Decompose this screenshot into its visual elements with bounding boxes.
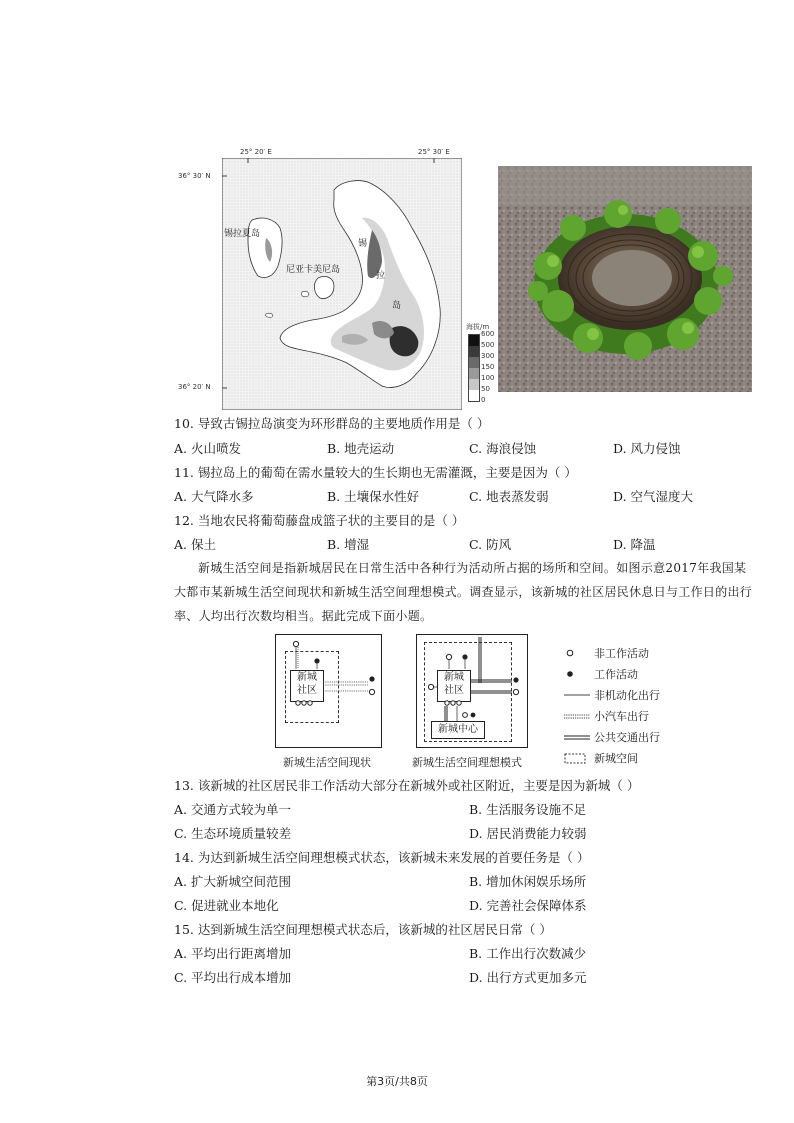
legend-public-transit: 公共交通出行 bbox=[594, 731, 660, 744]
grapevine-basket-photo bbox=[498, 166, 752, 392]
ideal-center-label: 新城中心 bbox=[431, 721, 485, 739]
question-12-stem: 12. 当地农民将葡萄藤盘成篮子状的主要目的是（ ） bbox=[174, 513, 465, 528]
current-box-label-2: 社区 bbox=[297, 685, 317, 696]
q14-option-b[interactable]: B. 增加休闲娱乐场所 bbox=[469, 874, 587, 889]
legend-new-town-space: 新城空间 bbox=[594, 752, 638, 765]
q10-option-c[interactable]: C. 海浪侵蚀 bbox=[469, 441, 537, 456]
legend-non-work: 非工作活动 bbox=[594, 647, 649, 660]
q13-option-d[interactable]: D. 居民消费能力较弱 bbox=[469, 826, 587, 841]
ideal-box-label-2: 社区 bbox=[444, 685, 464, 696]
q15-option-c[interactable]: C. 平均出行成本增加 bbox=[174, 970, 292, 985]
legend-val-4: 100 bbox=[481, 374, 495, 382]
q13-option-c[interactable]: C. 生态环境质量较差 bbox=[174, 826, 292, 841]
q11-option-a[interactable]: A. 大气降水多 bbox=[174, 489, 254, 504]
legend-val-0: 600 bbox=[481, 330, 495, 338]
q11-option-c[interactable]: C. 地表蒸发弱 bbox=[469, 489, 549, 504]
legend-car: 小汽车出行 bbox=[594, 710, 649, 723]
q10-option-b[interactable]: B. 地壳运动 bbox=[327, 441, 395, 456]
legend-non-motorized: 非机动化出行 bbox=[594, 689, 660, 702]
diagram-current-caption: 新城生活空间现状 bbox=[283, 756, 371, 769]
elevation-legend-title: 海拔/m bbox=[466, 323, 490, 331]
q14-option-d[interactable]: D. 完善社会保障体系 bbox=[469, 898, 587, 913]
q12-option-c[interactable]: C. 防风 bbox=[469, 537, 512, 552]
lon-label-right: 25° 30′ E bbox=[418, 148, 450, 156]
question-10-stem: 10. 导致古锡拉岛演变为环形群岛的主要地质作用是（ ） bbox=[174, 416, 490, 431]
label-nea-kameni: 尼亚卡美尼岛 bbox=[286, 265, 341, 275]
legend-val-1: 500 bbox=[481, 341, 495, 349]
q12-option-a[interactable]: A. 保土 bbox=[174, 537, 216, 552]
diagram-ideal bbox=[416, 634, 528, 748]
current-box-label-1: 新城 bbox=[297, 672, 317, 683]
question-14-stem: 14. 为达到新城生活空间理想模式状态，该新城未来发展的首要任务是（ ） bbox=[174, 850, 590, 865]
lon-label-left: 25° 20′ E bbox=[240, 148, 272, 156]
q14-option-a[interactable]: A. 扩大新城空间范围 bbox=[174, 874, 291, 889]
q10-option-d[interactable]: D. 风力侵蚀 bbox=[613, 441, 681, 456]
passage-text: 新城生活空间是指新城居民在日常生活中各种行为活动所占据的场所和空间。如图示意2017年我国某大都市某新城生活空间现状和新城生活空间理想模式。调查显示，该新城的社区居民休息日与工作日的出行率、人均出行次数均相当。据此完成下面小题。 bbox=[174, 561, 753, 623]
diagram-legend bbox=[562, 643, 702, 773]
santorini-map bbox=[178, 148, 496, 410]
legend-val-6: 0 bbox=[481, 396, 486, 404]
legend-val-5: 50 bbox=[481, 385, 490, 393]
q13-option-a[interactable]: A. 交通方式较为单一 bbox=[174, 802, 291, 817]
q15-option-b[interactable]: B. 工作出行次数减少 bbox=[469, 946, 587, 961]
ideal-box-label-1: 新城 bbox=[444, 672, 464, 683]
map-frame bbox=[222, 158, 462, 410]
diagram-ideal-caption: 新城生活空间理想模式 bbox=[412, 756, 522, 769]
lat-label-top: 36° 30′ N bbox=[178, 172, 211, 180]
diagram-current bbox=[275, 634, 382, 748]
label-thira-2: 拉 bbox=[376, 271, 386, 281]
q15-option-d[interactable]: D. 出行方式更加多元 bbox=[469, 970, 587, 985]
q14-option-c[interactable]: C. 促进就业本地化 bbox=[174, 898, 279, 913]
label-thirasia: 锡拉夏岛 bbox=[224, 229, 261, 239]
legend-work: 工作活动 bbox=[594, 668, 638, 681]
page-footer: 第3页/共8页 bbox=[366, 1075, 428, 1088]
question-13-stem: 13. 该新城的社区居民非工作活动大部分在新城外或社区附近，主要是因为新城（ ） bbox=[174, 778, 640, 793]
q11-option-b[interactable]: B. 土壤保水性好 bbox=[327, 489, 420, 504]
q15-option-a[interactable]: A. 平均出行距离增加 bbox=[174, 946, 291, 961]
q11-option-d[interactable]: D. 空气湿度大 bbox=[613, 489, 694, 504]
elevation-legend bbox=[468, 334, 480, 402]
label-thira-1: 锡 bbox=[358, 239, 368, 249]
question-11-stem: 11. 锡拉岛上的葡萄在需水量较大的生长期也无需灌溉，主要是因为（ ） bbox=[174, 465, 577, 480]
q12-option-d[interactable]: D. 降温 bbox=[613, 537, 656, 552]
question-15-stem: 15. 达到新城生活空间理想模式状态后，该新城的社区居民日常（ ） bbox=[174, 922, 552, 937]
legend-val-2: 300 bbox=[481, 352, 495, 360]
q13-option-b[interactable]: B. 生活服务设施不足 bbox=[469, 802, 587, 817]
q12-option-b[interactable]: B. 增湿 bbox=[327, 537, 370, 552]
q10-option-a[interactable]: A. 火山喷发 bbox=[174, 441, 241, 456]
legend-val-3: 150 bbox=[481, 363, 495, 371]
label-thira-3: 岛 bbox=[392, 301, 402, 311]
nea-kameni-island bbox=[314, 276, 334, 298]
lat-label-bottom: 36° 20′ N bbox=[178, 383, 211, 391]
